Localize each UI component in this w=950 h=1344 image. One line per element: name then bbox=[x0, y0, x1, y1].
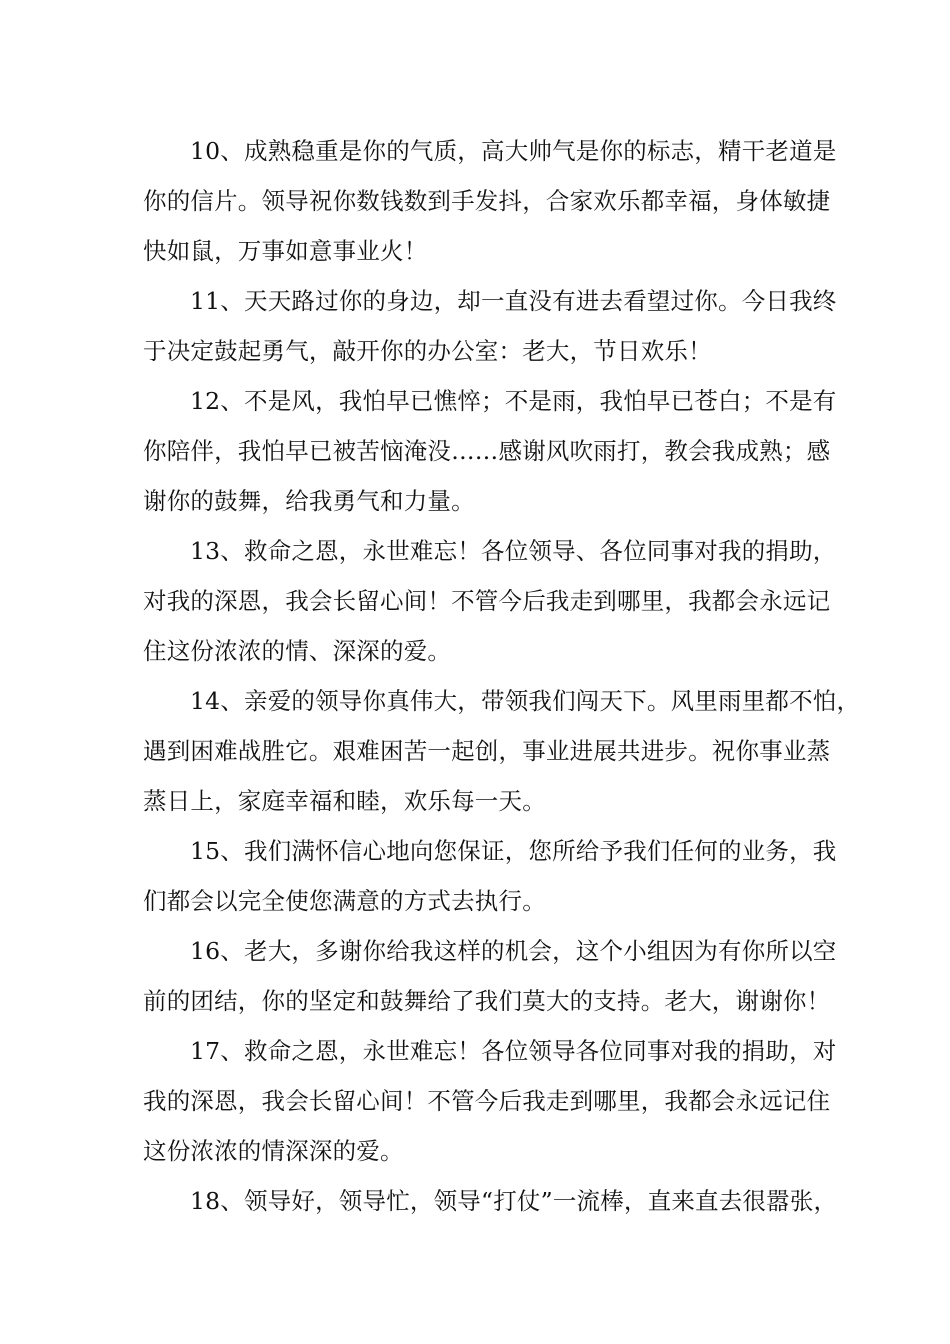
paragraph-first-line: 11、天天路过你的身边，却一直没有进去看望过你。今日我终 bbox=[190, 287, 837, 315]
paragraph-line: 蒸日上，家庭幸福和睦，欢乐每一天。 bbox=[143, 787, 546, 815]
paragraph-first-line: 17、救命之恩，永世难忘！各位领导各位同事对我的捐助，对 bbox=[190, 1037, 837, 1065]
paragraph-first-line: 10、成熟稳重是你的气质，高大帅气是你的标志，精干老道是 bbox=[190, 137, 837, 165]
paragraph-line: 们都会以完全使您满意的方式去执行。 bbox=[143, 887, 546, 915]
paragraph-first-line: 15、我们满怀信心地向您保证，您所给予我们任何的业务，我 bbox=[190, 837, 837, 865]
paragraph-line: 住这份浓浓的情、深深的爱。 bbox=[143, 637, 452, 665]
paragraph-line: 你的信片。领导祝你数钱数到手发抖，合家欢乐都幸福，身体敏捷 bbox=[143, 187, 831, 215]
paragraph-line: 这份浓浓的情深深的爱。 bbox=[143, 1137, 404, 1165]
paragraph-line: 快如鼠，万事如意事业火！ bbox=[143, 237, 428, 265]
paragraph-first-line: 16、老大，多谢你给我这样的机会，这个小组因为有你所以空 bbox=[190, 937, 837, 965]
paragraph-line: 你陪伴，我怕早已被苦恼淹没……感谢风吹雨打，教会我成熟；感 bbox=[143, 437, 831, 465]
paragraph-first-line: 12、不是风，我怕早已憔悴；不是雨，我怕早已苍白；不是有 bbox=[190, 387, 837, 415]
paragraph-line: 遇到困难战胜它。艰难困苦一起创，事业进展共进步。祝你事业蒸 bbox=[143, 737, 831, 765]
paragraph-line: 我的深恩，我会长留心间！不管今后我走到哪里，我都会永远记住 bbox=[143, 1087, 831, 1115]
paragraph-first-line: 13、救命之恩，永世难忘！各位领导、各位同事对我的捐助， bbox=[190, 537, 837, 565]
paragraph-line: 于决定鼓起勇气，敲开你的办公室：老大，节日欢乐！ bbox=[143, 337, 712, 365]
paragraph-line: 前的团结，你的坚定和鼓舞给了我们莫大的支持。老大，谢谢你！ bbox=[143, 987, 831, 1015]
paragraph-first-line: 14、亲爱的领导你真伟大，带领我们闯天下。风里雨里都不怕， bbox=[190, 687, 861, 715]
paragraph-first-line: 18、领导好，领导忙，领导“打仗”一流棒，直来直去很嚣张， bbox=[190, 1187, 838, 1215]
paragraph-line: 谢你的鼓舞，给我勇气和力量。 bbox=[143, 487, 475, 515]
paragraph-line: 对我的深恩，我会长留心间！不管今后我走到哪里，我都会永远记 bbox=[143, 587, 831, 615]
